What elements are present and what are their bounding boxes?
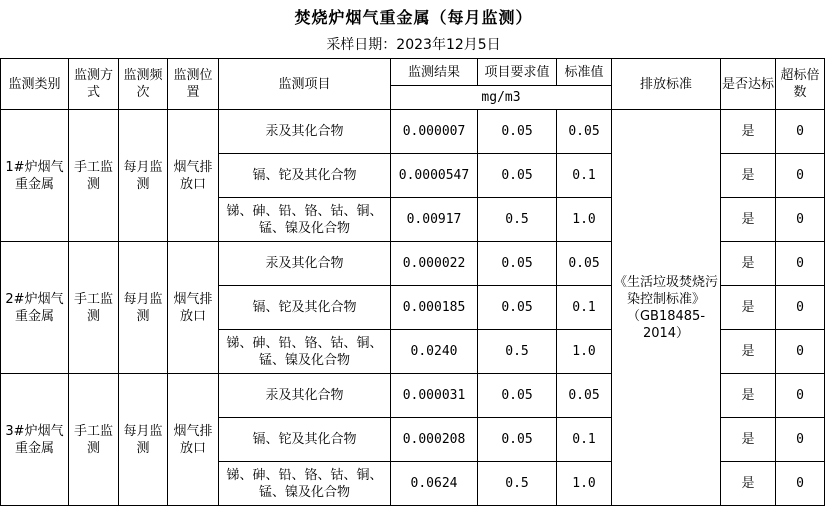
cell-result[interactable]: 0.000185 <box>391 286 478 330</box>
cell-result[interactable]: 0.000208 <box>391 418 478 462</box>
cell-requirement[interactable]: 0.05 <box>478 110 557 154</box>
cell-compliant[interactable]: 是 <box>721 418 776 462</box>
header-category[interactable]: 监测类别 <box>1 59 69 110</box>
cell-compliant[interactable]: 是 <box>721 330 776 374</box>
cell-compliant[interactable]: 是 <box>721 374 776 418</box>
cell-frequency[interactable]: 每月监测 <box>119 242 168 374</box>
cell-exceed[interactable]: 0 <box>776 330 825 374</box>
cell-compliant[interactable]: 是 <box>721 242 776 286</box>
cell-item[interactable]: 汞及其化合物 <box>219 374 391 418</box>
cell-requirement[interactable]: 0.5 <box>478 462 557 506</box>
cell-exceed[interactable]: 0 <box>776 154 825 198</box>
report-title: 焚烧炉烟气重金属（每月监测） <box>294 7 533 27</box>
cell-item[interactable]: 汞及其化合物 <box>219 242 391 286</box>
cell-emission-standard[interactable]: 《生活垃圾焚烧污染控制标准》（GB18485-2014） <box>612 110 721 506</box>
cell-standard[interactable]: 1.0 <box>557 462 612 506</box>
cell-standard[interactable]: 1.0 <box>557 330 612 374</box>
header-exceed-multiple[interactable]: 超标倍数 <box>776 59 825 110</box>
cell-result[interactable]: 0.000007 <box>391 110 478 154</box>
cell-compliant[interactable]: 是 <box>721 286 776 330</box>
cell-item[interactable]: 锑、砷、铅、铬、钴、铜、锰、镍及化合物 <box>219 198 391 242</box>
cell-result[interactable]: 0.000031 <box>391 374 478 418</box>
cell-compliant[interactable]: 是 <box>721 462 776 506</box>
cell-result[interactable]: 0.00917 <box>391 198 478 242</box>
cell-standard[interactable]: 0.05 <box>557 374 612 418</box>
header-result[interactable]: 监测结果 <box>391 59 478 86</box>
header-method[interactable]: 监测方式 <box>69 59 119 110</box>
cell-standard[interactable]: 0.05 <box>557 110 612 154</box>
cell-requirement[interactable]: 0.05 <box>478 418 557 462</box>
cell-method[interactable]: 手工监测 <box>69 242 119 374</box>
header-compliant[interactable]: 是否达标 <box>721 59 776 110</box>
header-standard-value[interactable]: 标准值 <box>557 59 612 86</box>
cell-result[interactable]: 0.0240 <box>391 330 478 374</box>
cell-exceed[interactable]: 0 <box>776 418 825 462</box>
cell-frequency[interactable]: 每月监测 <box>119 374 168 506</box>
cell-exceed[interactable]: 0 <box>776 110 825 154</box>
header-row <box>1 59 825 86</box>
cell-exceed[interactable]: 0 <box>776 374 825 418</box>
cell-item[interactable]: 镉、铊及其化合物 <box>219 286 391 330</box>
cell-exceed[interactable]: 0 <box>776 462 825 506</box>
cell-standard[interactable]: 0.05 <box>557 242 612 286</box>
header-requirement[interactable]: 项目要求值 <box>478 59 557 86</box>
cell-requirement[interactable]: 0.05 <box>478 286 557 330</box>
header-unit[interactable]: mg/m3 <box>391 86 612 110</box>
cell-item[interactable]: 汞及其化合物 <box>219 110 391 154</box>
cell-item[interactable]: 镉、铊及其化合物 <box>219 154 391 198</box>
header-location[interactable]: 监测位置 <box>168 59 219 110</box>
cell-category[interactable]: 3#炉烟气重金属 <box>1 374 69 506</box>
cell-result[interactable]: 0.000022 <box>391 242 478 286</box>
header-frequency[interactable]: 监测频次 <box>119 59 168 110</box>
cell-location[interactable]: 烟气排放口 <box>168 374 219 506</box>
cell-method[interactable]: 手工监测 <box>69 374 119 506</box>
cell-requirement[interactable]: 0.5 <box>478 330 557 374</box>
cell-item[interactable]: 锑、砷、铅、铬、钴、铜、锰、镍及化合物 <box>219 462 391 506</box>
cell-category[interactable]: 2#炉烟气重金属 <box>1 242 69 374</box>
cell-requirement[interactable]: 0.05 <box>478 154 557 198</box>
cell-standard[interactable]: 0.1 <box>557 418 612 462</box>
cell-compliant[interactable]: 是 <box>721 154 776 198</box>
cell-exceed[interactable]: 0 <box>776 198 825 242</box>
cell-compliant[interactable]: 是 <box>721 198 776 242</box>
cell-requirement[interactable]: 0.5 <box>478 198 557 242</box>
header-item[interactable]: 监测项目 <box>219 59 391 110</box>
cell-standard[interactable]: 0.1 <box>557 154 612 198</box>
cell-result[interactable]: 0.0624 <box>391 462 478 506</box>
monitoring-table <box>0 58 825 506</box>
cell-result[interactable]: 0.0000547 <box>391 154 478 198</box>
cell-item[interactable]: 锑、砷、铅、铬、钴、铜、锰、镍及化合物 <box>219 330 391 374</box>
cell-requirement[interactable]: 0.05 <box>478 374 557 418</box>
cell-compliant[interactable]: 是 <box>721 110 776 154</box>
cell-frequency[interactable]: 每月监测 <box>119 110 168 242</box>
cell-method[interactable]: 手工监测 <box>69 110 119 242</box>
cell-location[interactable]: 烟气排放口 <box>168 242 219 374</box>
table-row <box>1 110 825 154</box>
cell-category[interactable]: 1#炉烟气重金属 <box>1 110 69 242</box>
cell-item[interactable]: 镉、铊及其化合物 <box>219 418 391 462</box>
cell-requirement[interactable]: 0.05 <box>478 242 557 286</box>
cell-standard[interactable]: 1.0 <box>557 198 612 242</box>
cell-location[interactable]: 烟气排放口 <box>168 110 219 242</box>
cell-exceed[interactable]: 0 <box>776 242 825 286</box>
sample-date: 采样日期：2023年12月5日 <box>326 37 501 53</box>
cell-standard[interactable]: 0.1 <box>557 286 612 330</box>
cell-exceed[interactable]: 0 <box>776 286 825 330</box>
header-emission-standard[interactable]: 排放标准 <box>612 59 721 110</box>
